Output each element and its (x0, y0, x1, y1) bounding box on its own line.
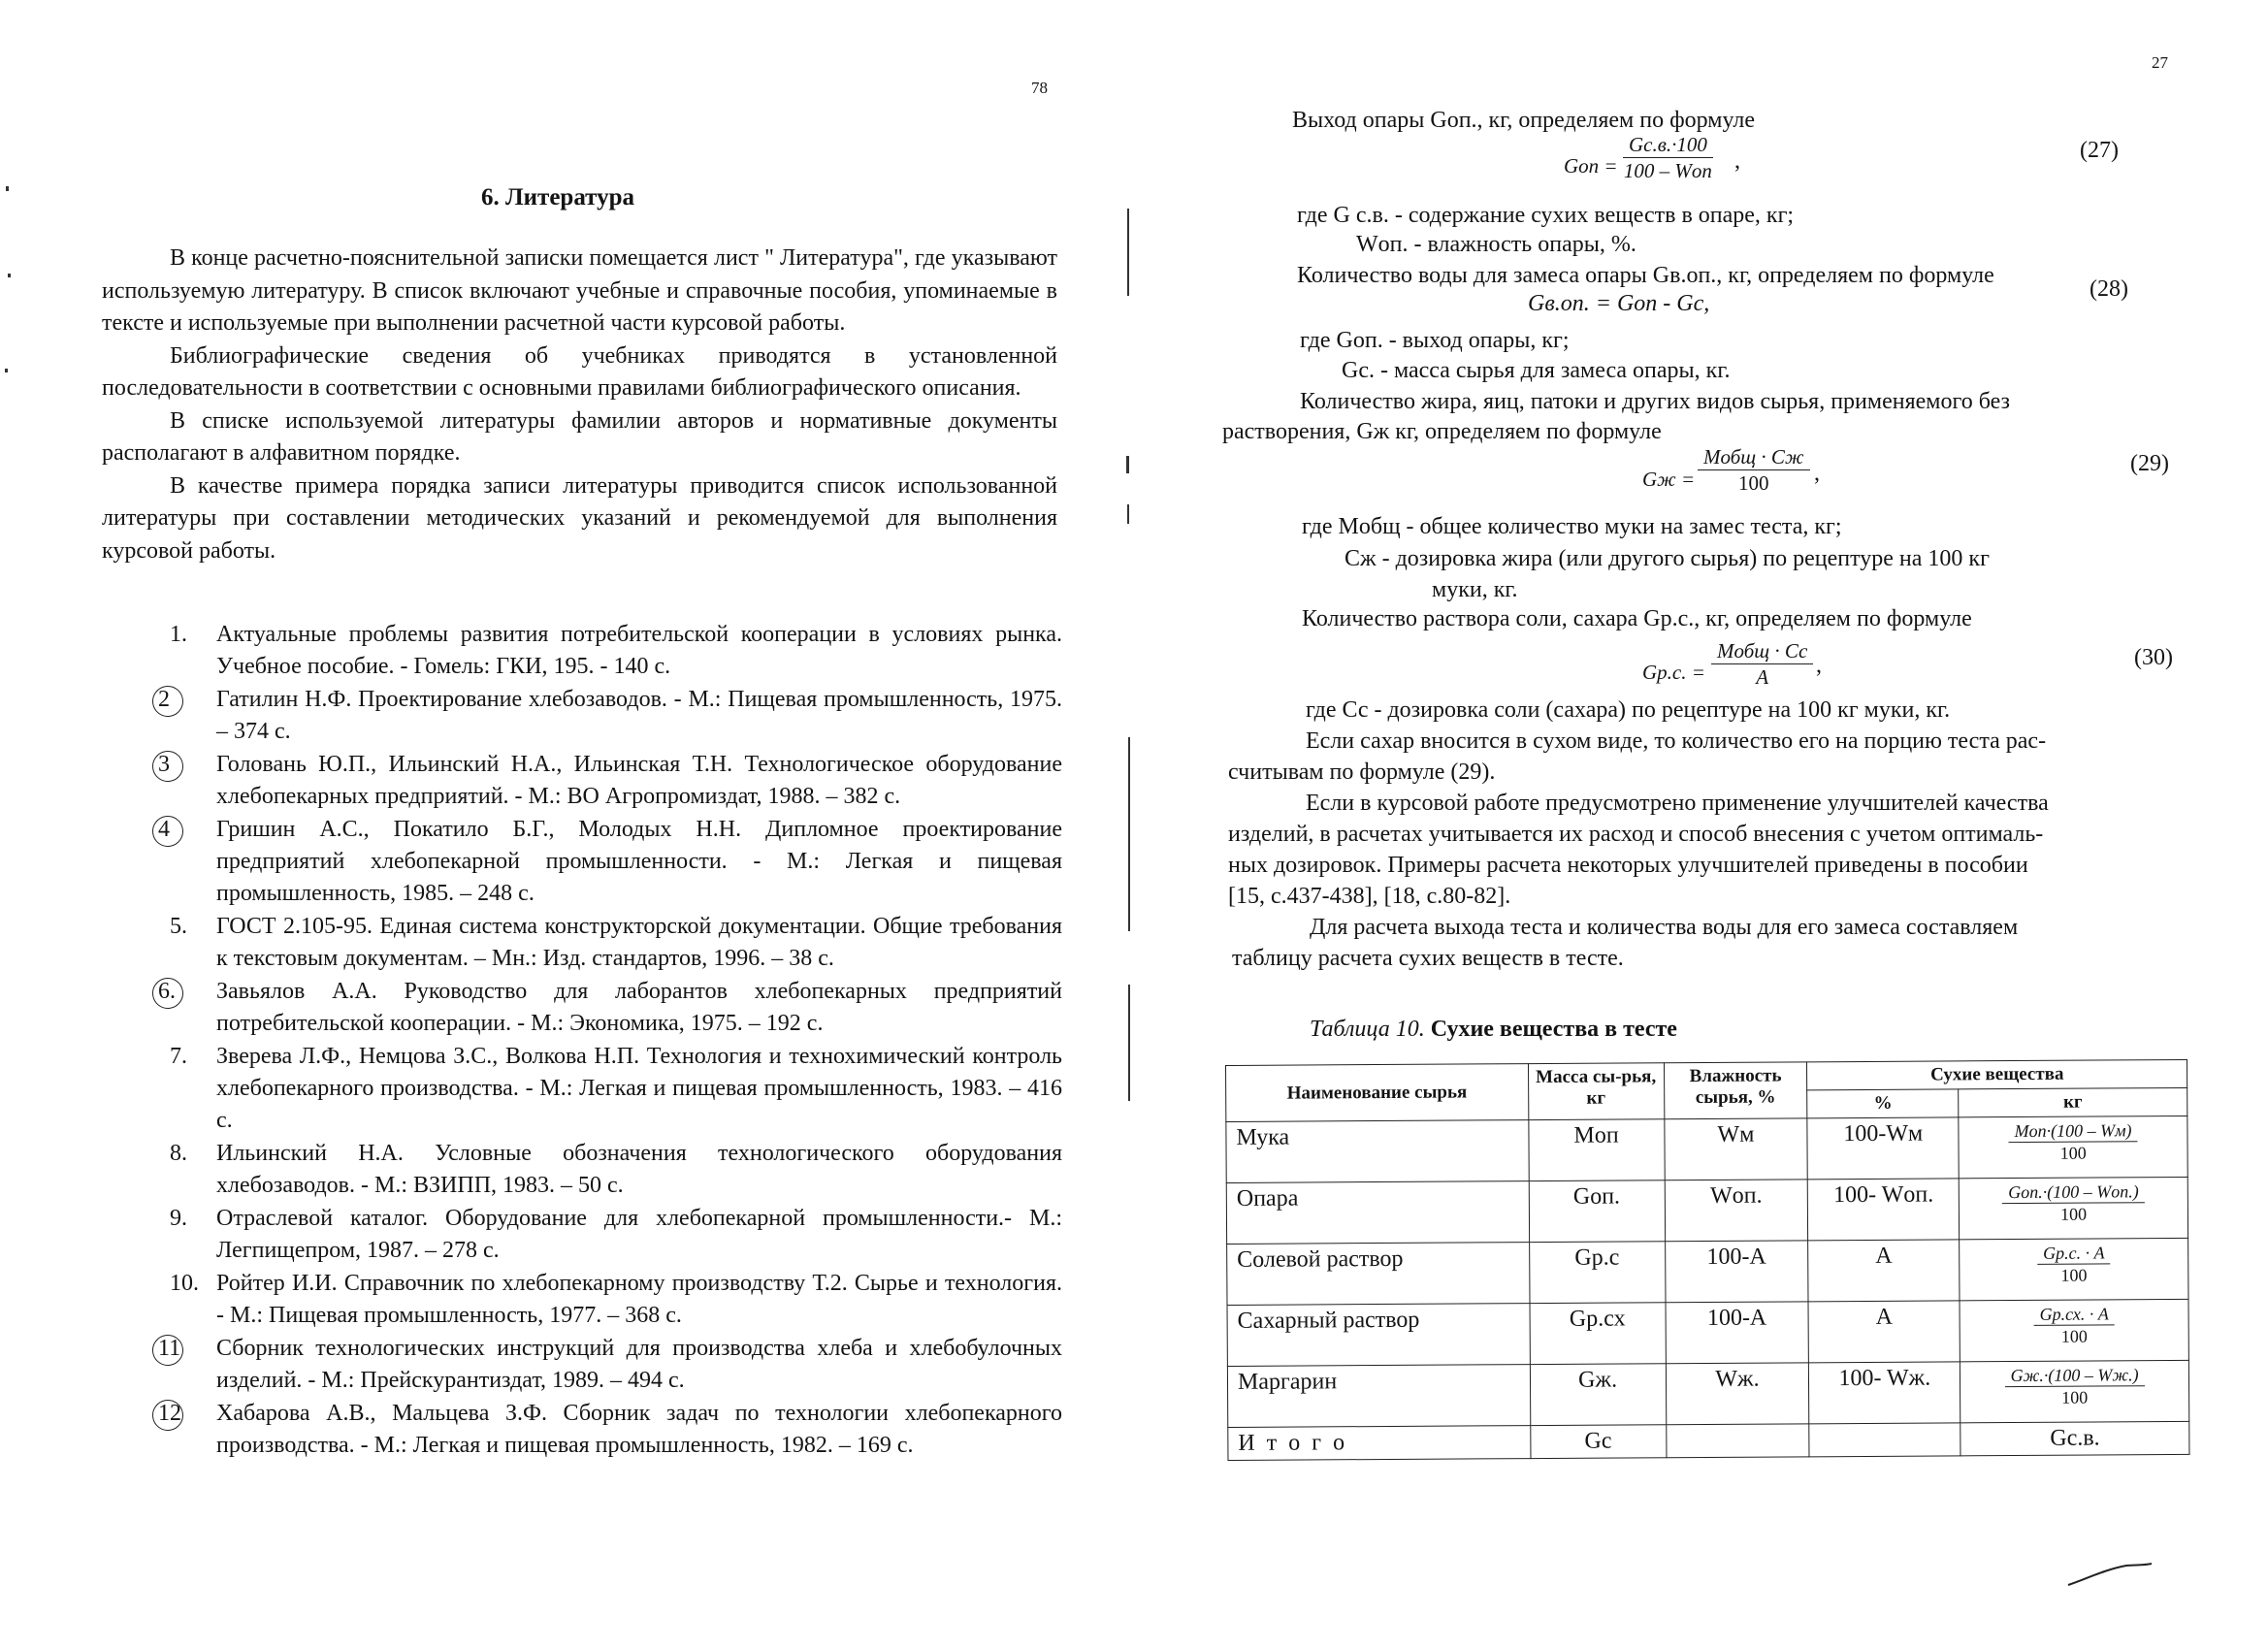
equation-number: (30) (2134, 645, 2173, 670)
text-line: Количество раствора соли, сахара Gр.с., кг, определяем по формуле (1302, 606, 1972, 631)
reference-item (102, 976, 1062, 1040)
cell-mass: Gж. (1530, 1364, 1666, 1426)
text-line: Выход опары Gоп., кг, определяем по формуле (1292, 108, 1756, 133)
fraction-denominator: 100 (2060, 1265, 2088, 1285)
text-line: где G с.в. - содержание сухих веществ в опаре, кг; (1297, 203, 1795, 228)
reference-text: Актуальные проблемы развития потребительской кооперации в условиях рынка. Учебное пособие. - Гомель: ГКИ, 195. - 140 с. (216, 622, 1062, 679)
table-caption-title: Сухие вещества в тесте (1430, 1017, 1677, 1042)
cell-kg (1960, 1299, 2188, 1361)
text-line: Gс. - масса сырья для замеса опары, кг. (1342, 358, 1731, 383)
cell-fraction (2034, 1303, 2116, 1347)
scan-speck (5, 369, 8, 372)
reference-item (102, 911, 1062, 975)
reference-text: Головань Ю.П., Ильинский Н.А., Ильинская Т.Н. Технологическое оборудование хлебопекарных предприятий. - М.: ВО Агропромиздат, 1988. – 382 с. (216, 752, 1062, 809)
paragraph: В конце расчетно-пояснительной записки помещается лист " Литература", где указывают используемую литературу. В список включают учебные и справочные пособия, упоминаемые в тексте и используемые при выполнении расчетной части курсовой работы. (102, 245, 1057, 336)
cell-mass: Mоп (1529, 1119, 1665, 1181)
header-pct: % (1807, 1089, 1959, 1118)
reference-list (102, 619, 1062, 1463)
cell-mass: Gс (1530, 1425, 1666, 1459)
header-kg: кг (1959, 1087, 2187, 1116)
cell-moisture: 100-A (1665, 1241, 1808, 1303)
reference-number: 10. (170, 1271, 199, 1296)
reference-number: 5. (170, 914, 187, 939)
cell-kg (1959, 1177, 2187, 1239)
cell-name: Солевой раствор (1227, 1243, 1530, 1306)
text-line: муки, кг. (1432, 577, 1518, 602)
table-row (1226, 1116, 2187, 1182)
fraction-numerator: Gр.сх. · A (2034, 1303, 2115, 1326)
reference-item (102, 1203, 1062, 1267)
pen-stroke (2066, 1560, 2154, 1589)
header-dry: Сухие вещества (1807, 1059, 2187, 1089)
formula-27-lhs: Gоп = (1564, 154, 1618, 178)
text-line: таблицу расчета сухих веществ в тесте. (1232, 946, 1624, 971)
fraction-numerator: Gоп.·(100 – Wоп.) (2002, 1180, 2145, 1204)
text-line: Количество жира, яиц, патоки и других видов сырья, применяемого без (1300, 389, 2011, 414)
formula-tail: , (1734, 148, 1740, 174)
reference-item (102, 1041, 1062, 1137)
table-row (1227, 1299, 2188, 1366)
right-page (1125, 0, 2268, 1649)
header-mass: Масса сы-рья, кг (1528, 1063, 1664, 1120)
formula-numerator: Mобщ · Сж (1698, 444, 1810, 470)
fraction-numerator: Mоп·(100 – Wм) (2008, 1119, 2137, 1143)
reference-text: ГОСТ 2.105-95. Единая система конструкторской документации. Общие требования к текстовым документам. – Мн.: Изд. стандартов, 1996. – 38 с. (216, 914, 1062, 971)
reference-number: 9. (170, 1206, 187, 1231)
formula-tail: , (1816, 653, 1822, 678)
text-line: где Сс - дозировка соли (сахара) по рецептуре на 100 кг муки, кг. (1306, 697, 1951, 723)
equation-number: (29) (2130, 451, 2169, 476)
cell-moisture (1666, 1424, 1809, 1458)
scan-speck (8, 274, 11, 277)
cell-pct: A (1808, 1240, 1960, 1302)
header-name: Наименование сырья (1226, 1064, 1529, 1122)
text-line: ных дозировок. Примеры расчета некоторых улучшителей приведены в пособии (1228, 853, 2028, 878)
fraction-denominator: 100 (2061, 1387, 2089, 1407)
formula-30-lhs: Gр.с. = (1642, 661, 1705, 684)
paragraph: В списке используемой литературы фамилии авторов и нормативные документы располагают в алфавитном порядке. (102, 407, 1057, 466)
table-caption-label: Таблица 10. (1310, 1017, 1425, 1042)
reference-number: 12 (158, 1398, 197, 1430)
reference-item (102, 1138, 1062, 1202)
formula-27-fraction (1623, 132, 1713, 183)
reference-number: 3 (158, 749, 197, 781)
fraction-denominator: 100 (2060, 1326, 2088, 1346)
reference-text: Хабарова А.В., Мальцева З.Ф. Сборник задач по технологии хлебопекарного производства. - М.: Легкая и пищевая промышленность, 1982. – 169 с. (216, 1401, 1062, 1458)
page-number: 78 (1031, 79, 1048, 97)
cell-kg: Gс.в. (1960, 1421, 2189, 1455)
formula-denominator: A (1756, 665, 1769, 689)
cell-name: Сахарный раствор (1227, 1304, 1530, 1367)
cell-pct: 100-Wм (1807, 1117, 1959, 1180)
cell-pct: 100- Wоп. (1808, 1179, 1960, 1241)
cell-fraction (2002, 1180, 2145, 1225)
reference-number: 7. (170, 1044, 187, 1069)
reference-item (102, 814, 1062, 910)
cell-moisture: Wж. (1666, 1363, 1809, 1425)
reference-number: 2 (158, 684, 197, 716)
reference-item (102, 1398, 1062, 1462)
text-line: Для расчета выхода теста и количества воды для его замеса составляем (1310, 915, 2019, 940)
section-title: 6. Литература (481, 184, 635, 210)
reference-item (102, 1268, 1062, 1332)
formula-tail: , (1814, 461, 1820, 486)
intro-text (102, 242, 1057, 567)
text-line: Wоп. - влажность опары, %. (1356, 232, 1636, 257)
formula-denominator: 100 (1738, 471, 1769, 495)
reference-item (102, 1333, 1062, 1397)
equation-number: (28) (2090, 276, 2128, 302)
cell-fraction (2008, 1119, 2137, 1164)
cell-moisture: Wоп. (1665, 1180, 1808, 1242)
reference-number: 6. (158, 976, 197, 1008)
cell-kg (1960, 1238, 2188, 1300)
text-line: считывам по формуле (29). (1228, 760, 1496, 785)
text-line: растворения, Gж кг, определяем по формуле (1222, 419, 1662, 444)
reference-text: Зверева Л.Ф., Немцова З.С., Волкова Н.П. Технология и технохимический контроль хлебопекарного производства. - М.: Легкая и пищевая промышленность, 1983. – 416 с. (216, 1044, 1062, 1133)
formula-numerator: Gс.в.·100 (1623, 132, 1713, 158)
cell-fraction (2037, 1242, 2111, 1285)
dry-matter-table (1225, 1059, 2189, 1461)
cell-mass: Gр.сх (1530, 1303, 1666, 1365)
table-row (1227, 1238, 2188, 1305)
formula-30-fraction (1711, 638, 1813, 690)
cell-kg (1960, 1360, 2189, 1422)
cell-mass: Gоп. (1529, 1180, 1665, 1243)
paragraph: В качестве примера порядка записи литературы приводится список использованной литературы при составлении методических указаний и рекомендуемой для выполнения курсовой работы. (102, 472, 1057, 564)
text-line: где Gоп. - выход опары, кг; (1300, 328, 1570, 353)
formula-29-lhs: Gж = (1642, 468, 1696, 491)
formula-numerator: Mобщ · Сс (1711, 638, 1813, 664)
cell-name: Опара (1226, 1181, 1529, 1245)
scan-speck (6, 186, 9, 191)
table-total-row (1228, 1421, 2189, 1460)
cell-name: Маргарин (1227, 1365, 1530, 1428)
text-line: Сж - дозировка жира (или другого сырья) по рецептуре на 100 кг (1345, 546, 1990, 571)
equation-number: (27) (2080, 138, 2119, 163)
table-caption (1310, 1017, 1677, 1043)
reference-text: Сборник технологических инструкций для производства хлеба и хлебобулочных изделий. - М.: Прейскурантиздат, 1989. – 494 с. (216, 1336, 1062, 1393)
text-line: [15, с.437-438], [18, с.80-82]. (1228, 884, 1511, 909)
text-line: Если в курсовой работе предусмотрено применение улучшителей качества (1306, 791, 2049, 816)
text-line: Количество воды для замеса опары Gв.оп., кг, определяем по формуле (1297, 263, 1994, 288)
reference-text: Ройтер И.И. Справочник по хлебопекарному производству Т.2. Сырье и технология. - М.: Пищевая промышленность, 1977. – 368 с. (216, 1271, 1062, 1328)
reference-number: 1. (170, 622, 187, 647)
fraction-denominator: 100 (2060, 1204, 2088, 1224)
reference-item (102, 619, 1062, 683)
text-line: изделий, в расчетах учитывается их расход и способ внесения с учетом оптималь- (1228, 822, 2044, 847)
cell-moisture: 100-A (1666, 1302, 1809, 1364)
fraction-denominator: 100 (2059, 1143, 2087, 1163)
reference-item (102, 684, 1062, 748)
reference-text: Ильинский Н.А. Условные обозначения технологического оборудования хлебозаводов. - М.: ВЗИПП, 1983. – 50 с. (216, 1141, 1062, 1198)
paragraph: Библиографические сведения об учебниках приводятся в установленной последовательности в соответствии с основными правилами библиографического описания. (102, 342, 1057, 401)
cell-mass: Gр.с (1529, 1242, 1665, 1304)
cell-kg (1959, 1116, 2187, 1178)
cell-pct: A (1808, 1301, 1960, 1363)
cell-name: И т о г о (1228, 1426, 1531, 1461)
fraction-numerator: Gж.·(100 – Wж.) (2005, 1364, 2145, 1387)
cell-name: Мука (1226, 1120, 1529, 1183)
page-number: 27 (2152, 53, 2168, 72)
header-moisture: Влажность сырья, % (1664, 1062, 1807, 1119)
left-page (0, 0, 1125, 1649)
cell-fraction (2005, 1364, 2145, 1408)
reference-text: Гатилин Н.Ф. Проектирование хлебозаводов. - М.: Пищевая промышленность, 1975. – 374 с. (216, 687, 1062, 744)
text-line: Если сахар вносится в сухом виде, то количество его на порцию теста рас- (1306, 728, 2047, 754)
table-row (1226, 1177, 2187, 1244)
formula-29-fraction (1698, 444, 1810, 496)
formula-28: Gв.оп. = Gоп - Gс, (1528, 291, 1710, 316)
formula-denominator: 100 – Wоп (1623, 159, 1712, 182)
reference-item (102, 749, 1062, 813)
reference-text: Гришин А.С., Покатило Б.Г., Молодых Н.Н. Дипломное проектирование предприятий хлебопекарной промышленности. - М.: Легкая и пищевая промышленность, 1985. – 248 с. (216, 817, 1062, 906)
fraction-numerator: Gр.с. · A (2037, 1242, 2111, 1264)
cell-moisture: Wм (1664, 1118, 1807, 1180)
cell-pct: 100- Wж. (1809, 1362, 1960, 1424)
reference-number: 8. (170, 1141, 187, 1166)
reference-number: 4 (158, 814, 197, 846)
reference-text: Завьялов А.А. Руководство для лаборантов хлебопекарных предприятий потребительской кооперации. - М.: Экономика, 1975. – 192 с. (216, 979, 1062, 1036)
cell-pct (1809, 1423, 1960, 1457)
table-row (1227, 1360, 2188, 1427)
reference-text: Отраслевой каталог. Оборудование для хлебопекарной промышленности.- М.: Легпищепром, 1987. – 278 с. (216, 1206, 1062, 1263)
text-line: где Mобщ - общее количество муки на замес теста, кг; (1302, 514, 1842, 539)
reference-number: 11 (158, 1333, 197, 1365)
